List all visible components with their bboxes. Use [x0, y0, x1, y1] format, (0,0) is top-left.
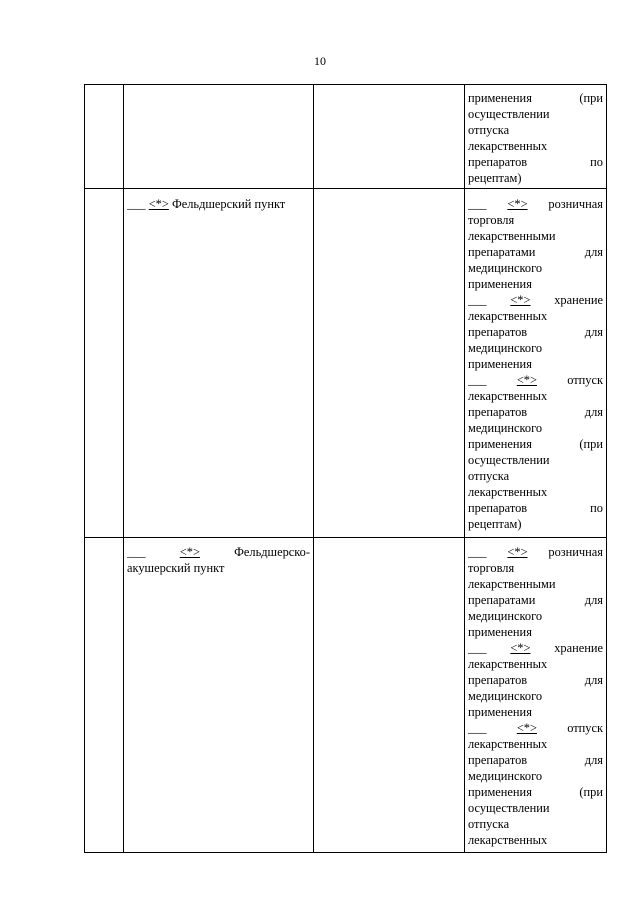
table-row	[85, 538, 607, 853]
text-line: применения (при	[468, 91, 603, 105]
text-line: препаратов для	[468, 325, 603, 339]
text-line: ___ <*> розничная	[468, 545, 603, 559]
text-line: препаратов для	[468, 673, 603, 687]
cell-text	[124, 538, 313, 578]
cell-text	[465, 189, 606, 534]
text-line: акушерский пункт	[127, 561, 225, 575]
text-line: медицинского	[468, 689, 543, 703]
text-line: применения (при	[468, 437, 603, 451]
table-row	[85, 189, 607, 538]
cell-text	[124, 189, 313, 214]
text-line: применения (при	[468, 785, 603, 799]
text-line: применения	[468, 705, 532, 719]
table-cell-number	[85, 85, 124, 189]
text-line: лекарственными	[468, 229, 556, 243]
text-line: медицинского	[468, 421, 543, 435]
text-line: рецептам)	[468, 517, 522, 531]
text-line: осуществлении	[468, 107, 550, 121]
table-cell-address	[314, 538, 465, 853]
text-line: ___ <*> Фельдшерский пункт	[127, 197, 286, 211]
text-line: лекарственных	[468, 139, 548, 153]
text-line: отпуска	[468, 123, 510, 137]
text-line: применения	[468, 357, 532, 371]
text-line: отпуска	[468, 817, 510, 831]
text-line: ___ <*> отпуск	[468, 721, 603, 735]
table-cell-activities	[465, 85, 607, 189]
text-line: ___ <*> розничная	[468, 197, 603, 211]
text-line: препаратов по	[468, 155, 603, 169]
table-cell-address	[314, 189, 465, 538]
text-line: осуществлении	[468, 453, 550, 467]
text-line: препаратами для	[468, 245, 603, 259]
text-line: препаратами для	[468, 593, 603, 607]
table-cell-address	[314, 85, 465, 189]
text-line: лекарственных	[468, 833, 548, 847]
text-line: препаратов по	[468, 501, 603, 515]
table-cell-unit-type	[124, 189, 314, 538]
document-table	[84, 84, 607, 853]
table-row	[85, 85, 607, 189]
cell-text	[465, 538, 606, 850]
text-line: препаратов для	[468, 753, 603, 767]
text-line: медицинского	[468, 261, 543, 275]
text-line: рецептам)	[468, 171, 522, 185]
cell-text	[124, 85, 313, 92]
text-line: препаратов для	[468, 405, 603, 419]
text-line: лекарственных	[468, 657, 548, 671]
text-line: ___ <*> отпуск	[468, 373, 603, 387]
text-line: медицинского	[468, 609, 543, 623]
table-cell-number	[85, 189, 124, 538]
text-line: отпуска	[468, 469, 510, 483]
page-number: 10	[314, 54, 326, 68]
text-line: медицинского	[468, 769, 543, 783]
table-cell-activities	[465, 538, 607, 853]
text-line: торговля	[468, 213, 515, 227]
text-line: ___ <*> хранение	[468, 293, 603, 307]
text-line: осуществлении	[468, 801, 550, 815]
cell-text	[465, 85, 606, 188]
table-cell-unit-type	[124, 538, 314, 853]
table-cell-number	[85, 538, 124, 853]
text-line: медицинского	[468, 341, 543, 355]
text-line: лекарственных	[468, 309, 548, 323]
text-line: лекарственными	[468, 577, 556, 591]
text-line: ___ <*> Фельдшерско-	[127, 545, 310, 559]
table-cell-activities	[465, 189, 607, 538]
text-line: лекарственных	[468, 389, 548, 403]
text-line: торговля	[468, 561, 515, 575]
text-line: лекарственных	[468, 485, 548, 499]
text-line: лекарственных	[468, 737, 548, 751]
text-line: применения	[468, 625, 532, 639]
text-line: ___ <*> хранение	[468, 641, 603, 655]
table-cell-unit-type	[124, 85, 314, 189]
text-line: применения	[468, 277, 532, 291]
